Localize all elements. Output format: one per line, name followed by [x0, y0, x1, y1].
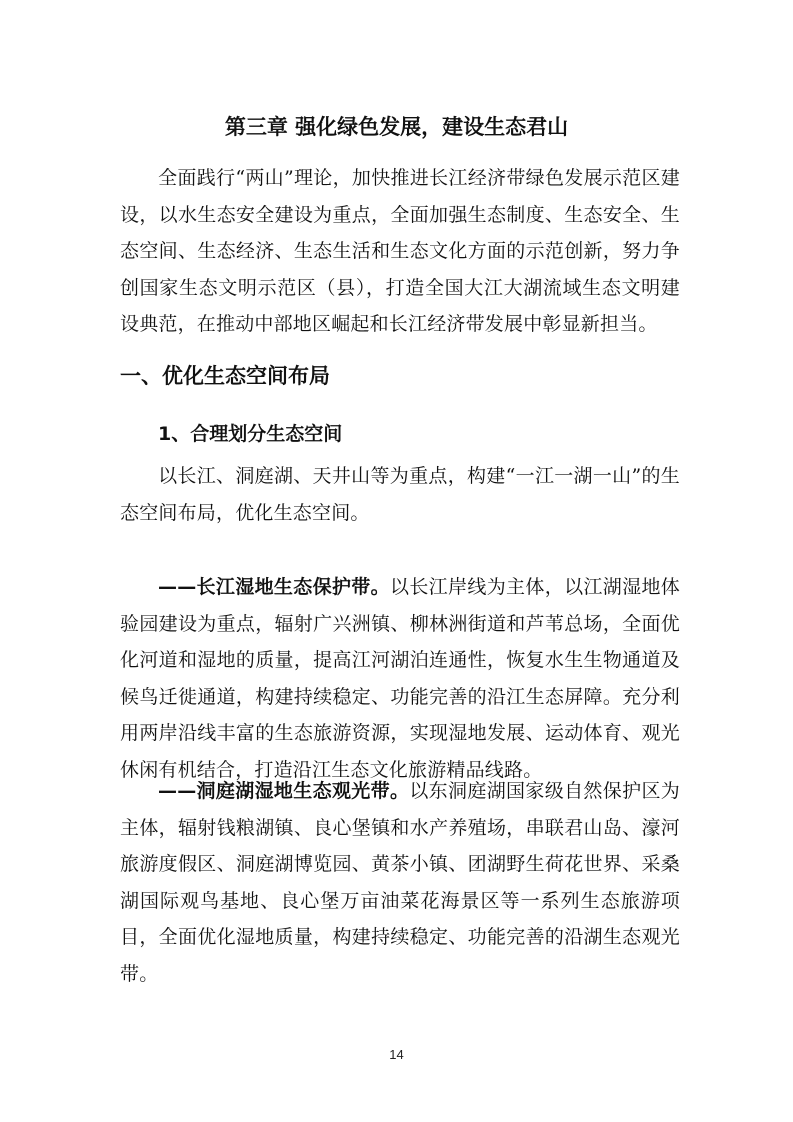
intro-paragraph: [120, 160, 680, 343]
chapter-title: 第三章 强化绿色发展，建设生态君山: [224, 115, 569, 139]
sub-heading: 1、合理划分生态空间: [158, 423, 343, 445]
paragraph-1: [120, 458, 680, 531]
page-number: 14: [389, 1047, 404, 1062]
paragraph-3-body: 以东洞庭湖国家级自然保护区为主体，辐射钱粮湖镇、良心堡镇和水产养殖场，串联君山岛、濠河旅游度假区、洞庭湖博览园、黄茶小镇、团湖野生荷花世界、采桑湖国际观鸟基地、良心堡万亩油菜花海景区等一系列生态旅游项目，全面优化湿地质量，构建持续稳定、功能完善的沿湖生态观光带。: [120, 780, 680, 985]
paragraph-3: [120, 773, 680, 992]
paragraph-3-lead: ——洞庭湖湿地生态观光带。: [158, 780, 410, 802]
paragraph-2-lead: ——长江湿地生态保护带。: [158, 576, 390, 598]
paragraph-2: [120, 569, 680, 788]
section-heading: 一、优化生态空间布局: [120, 364, 330, 388]
paragraph-2-body: 以长江岸线为主体，以江湖湿地体验园建设为重点，辐射广兴洲镇、柳林洲街道和芦苇总场，全面优化河道和湿地的质量，提高江河湖泊连通性，恢复水生生物通道及候鸟迁徙通道，构建持续稳定、功能完善的沿江生态屏障。充分利用两岸沿线丰富的生态旅游资源，实现湿地发展、运动体育、观光休闲有机结合，打造沿江生态文化旅游精品线路。: [120, 576, 680, 781]
intro-paragraph-text: 全面践行“两山”理论，加快推进长江经济带绿色发展示范区建设，以水生态安全建设为重点，全面加强生态制度、生态安全、生态空间、生态经济、生态生活和生态文化方面的示范创新，努力争创国家生态文明示范区（县），打造全国大江大湖流域生态文明建设典范，在推动中部地区崛起和长江经济带发展中彰显新担当。: [120, 167, 680, 335]
paragraph-1-text: 以长江、洞庭湖、天井山等为重点，构建“一江一湖一山”的生态空间布局，优化生态空间。: [120, 465, 680, 524]
